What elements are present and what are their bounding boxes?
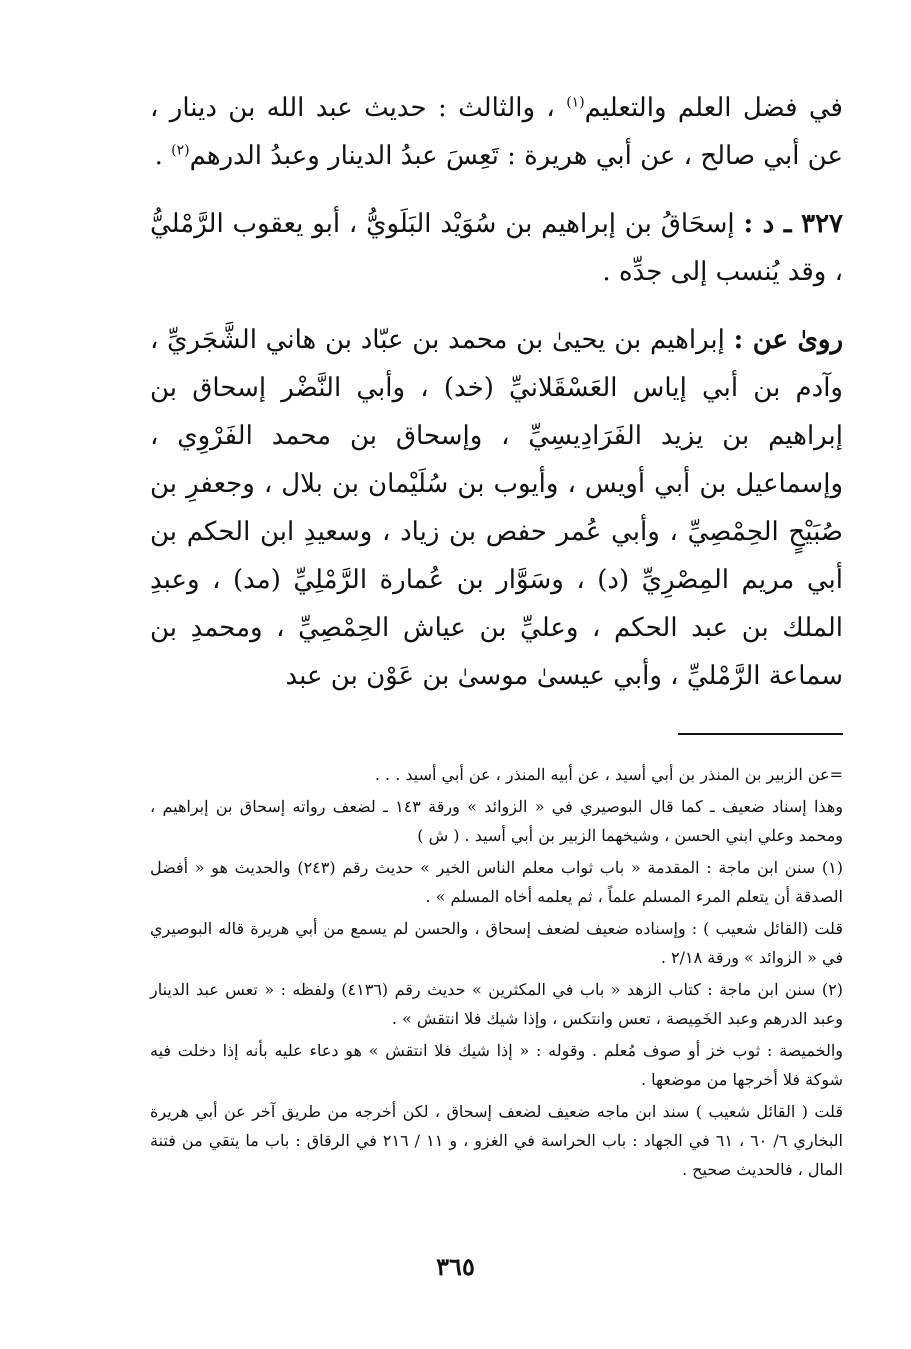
footnote: وهذا إسناد ضعيف ـ كما قال البوصيري في « الزوائد » ورقة ١٤٣ ـ لضعف رواته إسحاق بن إبراهيم ، ومحمد وعلي ابني الحسن ، وشيخهما الزبير بن أبي أسيد . ( ش )	[150, 797, 843, 845]
footnote-marker-2: (٢)	[171, 142, 190, 159]
entry-paragraph	[150, 200, 843, 296]
footnote-separator	[678, 733, 843, 735]
continuation-paragraph	[150, 84, 843, 180]
page-number: ٣٦٥	[436, 1252, 475, 1281]
entry-heading: ٣٢٧ ـ د :	[743, 209, 844, 239]
footnote: قلت (القائل شعيب ) : وإسناده ضعيف لضعف إسحاق ، والحسن لم يسمع من أبي هريرة قاله البوصيري في « الزوائد » ورقة ٢/١٨ .	[150, 919, 844, 967]
footnote: قلت ( القائل شعيب ) سند ابن ماجه ضعيف لضعف إسحاق ، لكن أخرجه من طريق آخر عن أبي هريرة البخاري ٦/ ٦٠ ، ٦١ في الجهاد : باب الحراسة في الغزو ، و ١١ / ٢١٦ في الرقاق : باب ما يتقي من فتنة المال ، فالحديث صحيح .	[150, 1102, 844, 1179]
main-text	[150, 84, 843, 700]
footnote: (١) سنن ابن ماجة : المقدمة « باب ثواب معلم الناس الخير » حديث رقم (٢٤٣) والحديث هو « أفضل الصدقة أن يتعلم المرء المسلم علماً ، ثم يعلمه أخاه المسلم » .	[150, 858, 844, 906]
continuation-end: .	[154, 141, 163, 171]
footnotes	[150, 760, 843, 1184]
entry-text: إسحَاقُ بن إبراهيم بن سُوَيْد البَلَويُّ ، أبو يعقوب الرَّمْليُّ ، وقد يُنسب إلى جدِّه .	[150, 209, 843, 287]
footnote: والخميصة : ثوب خز أو صوف مُعلم . وقوله : « إذا شيك فلا انتقش » هو دعاء عليه بأنه إذا دخلت فيه شوكة فلا أخرجها من موضعها .	[150, 1041, 843, 1089]
continuation-text: ، والثالث : حديث عبد الله بن دينار ، عن أبي صالح ، عن أبي هريرة : تَعِسَ عبدُ الدينار وعبدُ الدرهم	[150, 93, 843, 171]
footnote-marker-1: (١)	[566, 94, 585, 111]
narrators-paragraph	[150, 316, 843, 700]
narrators-heading: روىٰ عن :	[733, 325, 844, 355]
footnote: (٢) سنن ابن ماجة : كتاب الزهد « باب في المكثرين » حديث رقم (٤١٣٦) ولفظه : « تعس عبد الدينار وعبد الدرهم وعبد الخَمِيصة ، تعس وانتكس ، وإذا شيك فلا انتقش » .	[150, 980, 844, 1028]
footnote: =عن الزبير بن المنذر بن أبي أسيد ، عن أبيه المنذر ، عن أبي أسيد . . .	[374, 765, 843, 784]
continuation-text: في فضل العلم والتعليم	[584, 93, 843, 123]
narrators-text: إبراهيم بن يحيىٰ بن محمد بن عبّاد بن هاني الشَّجَريِّ ، وآدم بن أبي إياس العَسْقَلانيِّ (خد) ، وأبي النَّضْر إسحاق بن إبراهيم بن يزيد الفَرَادِيسِيِّ ، وإسحاق بن محمد الفَرْوِي ، وإسماعيل بن أبي أويس ، وأيوب بن سُلَيْمان بن بلال ، وجعفرِ بن صُبَيْحٍ الحِمْصِيِّ ، وأبي عُمر حفص بن زياد ، وسعيدِ ابن الحكم بن أبي مريم المِصْرِيِّ (د) ، وسَوَّار بن عُمارة الرَّمْلِيِّ (مد) ، وعبدِ الملك بن عبد الحكم ، وعليِّ بن عياش الحِمْصِيِّ ، ومحمدِ بن سماعة الرَّمْليِّ ، وأبي عيسىٰ موسىٰ بن عَوْن بن عبد	[150, 325, 843, 691]
